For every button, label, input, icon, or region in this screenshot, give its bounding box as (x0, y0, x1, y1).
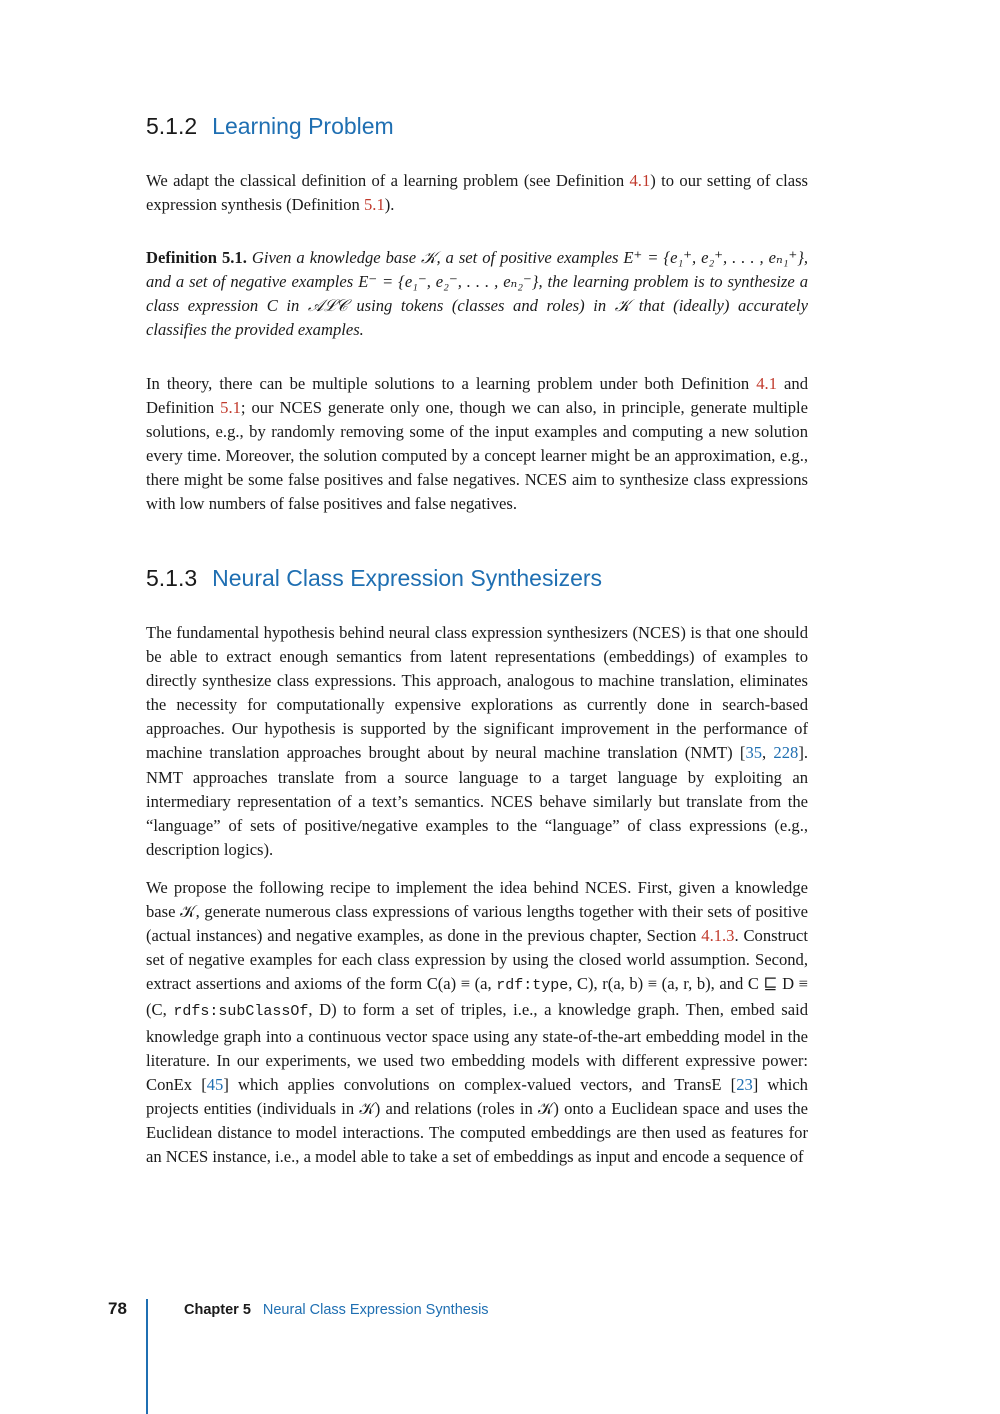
text: and a set of negative examples (146, 272, 359, 292)
code-rdfs-subclassof: rdfs:subClassOf (173, 1003, 309, 1021)
text: Given a knowledge base 𝒦, a set of positive examples (251, 248, 624, 267)
text: ] which applies convolutions on complex-valued vectors, and TransE [ (223, 1074, 737, 1094)
page-number: 78 (108, 1299, 127, 1318)
text: and Definition (146, 374, 808, 418)
definition-link[interactable]: 4.1 (629, 171, 651, 190)
code-rdf-type: rdf:type (496, 977, 569, 995)
paragraph-intro (146, 169, 808, 217)
section-number: 5.1.3 (146, 565, 198, 591)
footer-rule (146, 1299, 148, 1414)
text: ]. NMT approaches translate from a source language to a target language by exploiting an intermediary representation of a text’s semantics. NCES behave similarly but translate from the “language” of sets of positive/negative examples to the “language” of class expressions (e.g., description logics). (146, 743, 808, 859)
section-title: Neural Class Expression Synthesizers (212, 565, 603, 591)
definition-link[interactable]: 5.1 (364, 195, 385, 215)
text: , D) to form a set of triples, i.e., a knowledge graph. Then, embed said knowledge graph into a continuous vector space using any state-of-the-art embedding model in the literature. In our experiments, we used two embedding models with different expressive power: ConEx [ (146, 1000, 808, 1094)
paragraph-hypothesis (146, 621, 808, 862)
positive-set: E⁺ = {e₁⁺, e₂⁺, . . . , eₙ₁⁺}, (623, 248, 809, 267)
citation-link[interactable]: 228 (773, 743, 799, 763)
citation-link[interactable]: 45 (206, 1074, 224, 1094)
text: The fundamental hypothesis behind neural class expression synthesizers (NCES) is that one should be able to extract enough semantics from latent representations (embeddings) of examples to directly synthesize class expressions. This approach, analogous to machine translation, eliminates the necessity for computationally expensive explorations as currently done in search-based approaches. Our hypothesis is supported by the significant improvement in the performance of machine translation approaches brought about by neural machine translation (NMT) [ (146, 623, 808, 763)
text: , C), r(a, b) ≡ (a, r, b), and C ⊑ D ≡ (C, (146, 974, 808, 1020)
section-heading-5-1-3 (146, 565, 602, 592)
section-title: Learning Problem (212, 113, 394, 139)
text: ). (384, 195, 395, 215)
text: ) to our setting of class expression synthesis (Definition (146, 171, 808, 215)
chapter-label: Chapter 5 (184, 1302, 251, 1318)
text: We adapt the classical definition of a learning problem (see Definition (146, 171, 630, 190)
chapter-title-link[interactable]: Neural Class Expression Synthesis (262, 1302, 489, 1318)
text: the learning problem is to synthesize a class expression C in 𝒜ℒ𝒞 using tokens (classes and roles) in 𝒦 that (ideally) accurately classifies the provided examples. (146, 272, 808, 340)
negative-set: E⁻ = {e₁⁻, e₂⁻, . . . , eₙ₂⁻}, (358, 272, 543, 292)
definition-link[interactable]: 4.1 (756, 374, 777, 393)
text: . Construct set of negative examples for each class expression by using the closed world assumption. Second, extract assertions and axioms of the form C(a) ≡ (a, (146, 926, 808, 994)
text: We propose the following recipe to implement the idea behind NCES. First, given a knowledge base 𝒦, generate numerous class expressions of various lengths together with their sets of positive (actual instances) and negative examples, as done in the previous chapter, Section (146, 878, 808, 946)
section-link[interactable]: 4.1.3 (701, 926, 735, 946)
text: In theory, there can be multiple solutions to a learning problem under both Definition (146, 374, 757, 393)
text: ; our NCES generate only one, though we can also, in principle, generate multiple solutions, e.g., by randomly removing some of the input examples and computing a new solution every time. Moreover, the solution computed by a concept learner might be an approximation, e.g., there might be some false positives and false negatives. NCES aim to synthesize class expressions with low numbers of false positives and false negatives. (146, 398, 808, 514)
text: ] which projects entities (individuals in 𝒦) and relations (roles in 𝒦) onto a Euclidean space and uses the Euclidean distance to model interactions. The computed embeddings are then used as features for an NCES instance, i.e., a model able to take a set of embeddings as input and encode a sequence of (146, 1074, 808, 1167)
paragraph-recipe (146, 876, 808, 1169)
paragraph-solutions (146, 372, 808, 517)
text: , (762, 743, 774, 763)
citation-link[interactable]: 23 (736, 1074, 753, 1094)
definition-head: Definition 5.1. (146, 248, 247, 267)
definition-block (146, 246, 808, 342)
section-number: 5.1.2 (146, 113, 198, 139)
definition-link[interactable]: 5.1 (220, 398, 241, 418)
section-heading-5-1-2 (146, 113, 394, 140)
running-footer (184, 1302, 489, 1318)
citation-link[interactable]: 35 (745, 743, 763, 763)
